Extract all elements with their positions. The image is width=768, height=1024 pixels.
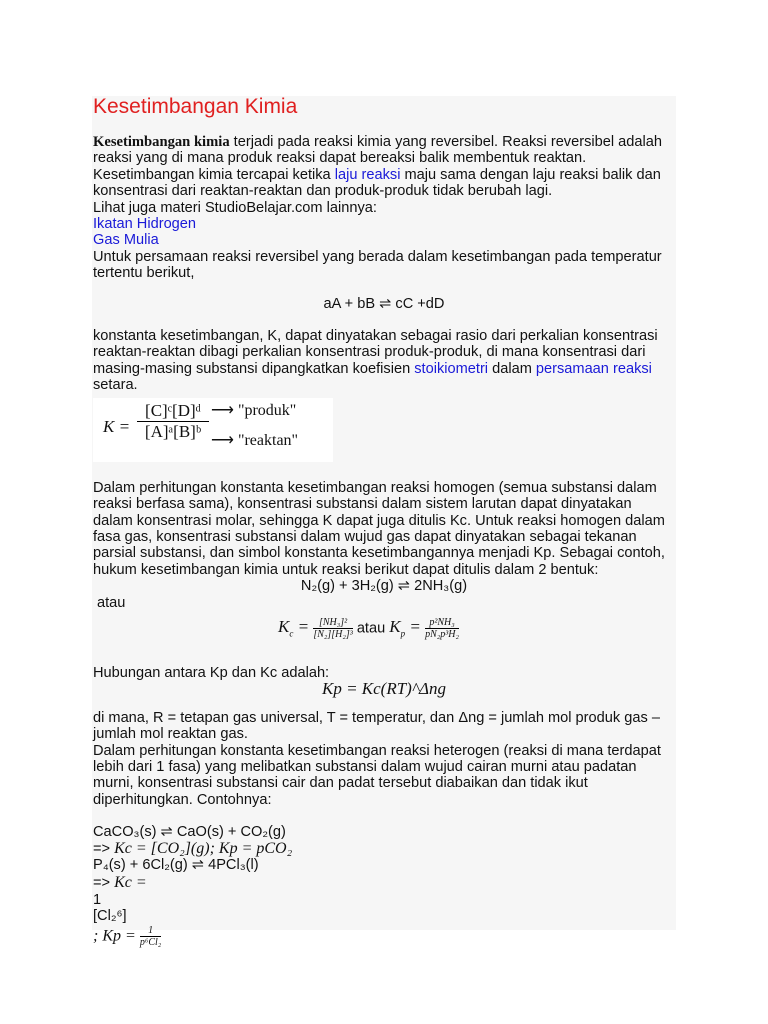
kc-fraction: $\frac{\text{[NH₃]²}}{\text{[N₂][H₂]³}}$ [313,616,353,640]
kp-fraction: $\frac{\text{p²NH₃}}{\text{pN₂p³H₂}}$ [425,616,459,640]
link-stoikiometri[interactable]: stoikiometri [414,360,489,377]
intro-paragraph [93,134,675,200]
heterogen-paragraph: Dalam perhitungan konstanta kesetimbangan reaksi heterogen (reaksi di mana terdapat lebih dari 1 fasa) yang melibatkan substansi dalam wujud cairan murni atau padatan murni, konsentrasi substansi cair dan padat tersebut diabaikan dan tidak ikut diperhitungkan. Contohnya: [93,742,661,808]
arrow-produk: ⟶ "produk" [211,401,297,419]
reversible-paragraph: Untuk persamaan reaksi reversibel yang berada dalam kesetimbangan pada temperatur tertentu berikut, [93,248,662,282]
constant-text-mid: dalam [488,360,536,377]
dimana-paragraph: di mana, R = tetapan gas universal, T = temperatur, dan Δng = jumlah mol produk gas – jumlah mol reaktan gas. [93,709,660,743]
example2-reaction: P₄(s) + 6Cl₂(g) ⇌ 4PCl₃(l) [93,857,259,873]
link-laju-reaksi[interactable]: laju reaksi [334,166,401,183]
k-formula-image [93,398,333,462]
constant-text-end: setara. [93,377,138,394]
k-fraction [137,400,209,442]
page-title: Kesetimbangan Kimia [93,95,298,118]
intro-text-end: maju sama dengan laju reaksi balik dan konsentrasi dari reaktan-reaktan dan produk-produk tidak berubah lagi. [93,166,661,200]
example1-formula-line: => Kc = [CO₂](g); Kp = pCO₂ [93,839,293,857]
ammonia-equation: N₂(g) + 3H₂(g) ⇌ 2NH₃(g) [300,578,468,595]
relation-formula: Kp = Kc(RT)^Δng [321,679,446,699]
constant-text: konstanta kesetimbangan, K, dapat dinyatakan sebagai rasio dari perkalian konsentrasi reaktan-reaktan dibagi perkalian konsentrasi produk-produk, di mana konsentrasi dari masing-masing substansi dipangkatkan koefisien [93,328,658,377]
k-numerator: [C]ᶜ[D]ᵈ [145,400,201,420]
link-ikatan-hidrogen[interactable]: Ikatan Hidrogen [93,216,197,233]
arrow-reaktan: ⟶ "reaktan" [211,431,299,449]
article-content: Kesetimbangan Kimia Kesetimbangan kimia terjadi pada reaksi kimia yang reversibel. Reaksi reversibel adalah reaksi yang di mana produk reaksi dapat bereaksi balik membentuk reaktan. Kesetimbangan kimia tercapai ketika laju reaksi maju sama dengan laju reaksi balik dan konsentrasi dari reaktan-reaktan dan produk-produk tidak berubah lagi. Lihat juga materi StudioBelajar.com lainnya: Ikatan Hidrogen Gas Mulia Untuk persamaan reaksi reversibel yang berada dalam kesetimbangan pada temperatur tertentu berikut, aA + bB ⇌ cC +dD konstanta kesetimbangan, K, dapat dinyatakan sebagai rasio dari perkalian konsentrasi reaktan-reaktan dibagi perkalian konsentrasi produk-produk, di mana konsentrasi dari masing-masing substansi dipangkatkan koefisien stoikiometri dalam persamaan reaksi setara. K = [C]ᶜ[D]ᵈ [A]ᵃ[B]ᵇ ⟶ "produk" ⟶ "reaktan" Dalam perhitungan konstanta kesetimbangan reaksi homogen (semua substansi dalam reaksi berfasa sama), konsentrasi substansi dalam sistem larutan dapat dinyatakan dalam konsentrasi molar, sehingga K dapat juga ditulis Kc. Untuk reaksi homogen dalam fasa gas, konsentrasi substansi dalam wujud gas dapat dinyatakan sebagai tekanan parsial substansi, dan simbol konstanta kesetimbangannya menjadi Kp. Sebagai contoh, hukum kesetimbangan kimia untuk reaksi berikut dapat ditulis dalam 2 bentuk: N₂(g) + 3H₂(g) ⇌ 2NH₃(g) atau $K_c$ = $\frac{\text{[NH₃]²}}{\text{[N₂][H₂]³}}$ atau $K_p$ = $\frac{\text{p²NH₃}}{\text{pN₂p³H₂}}$ Hubungan antara Kp dan Kc adalah: Kp = Kc(RT)^Δng di mana, R = tetapan gas universal, T = temperatur, dan Δng = jumlah mol produk gas – jumlah mol reaktan gas. Dalam perhitungan konstanta kesetimbangan reaksi heterogen (reaksi di mana terdapat lebih dari 1 fasa) yang melibatkan substansi dalam wujud cairan murni atau padatan murni, konsentrasi substansi cair dan padat tersebut diabaikan dan tidak ikut diperhitungkan. Contohnya: CaCO₃(s) ⇌ CaO(s) + CO₂(g) => Kc = [CO₂](g); Kp = pCO₂ P₄(s) + 6Cl₂(g) ⇌ 4PCl₃(l) => Kc = 1 [Cl₂⁶] ; Kp = $\frac{1}{\text{p⁶Cl₂}}$ [93,95,675,948]
kp-label: $K_p$ = [389,617,426,639]
k-symbol: K = [103,416,131,436]
homogen-paragraph: Dalam perhitungan konstanta kesetimbangan reaksi homogen (semua substansi dalam reaksi berfasa sama), konsentrasi substansi dalam sistem larutan dapat dinyatakan dalam konsentrasi molar, sehingga K dapat juga ditulis Kc. Untuk reaksi homogen dalam fasa gas, konsentrasi substansi dalam wujud gas dapat dinyatakan sebagai tekanan parsial substansi, dan simbol konstanta kesetimbangannya menjadi Kp. Sebagai contoh, hukum kesetimbangan kimia untuk reaksi berikut dapat ditulis dalam 2 bentuk: [93,479,665,578]
kc-label: $K_c$ = [278,617,314,639]
constant-paragraph [93,328,675,394]
k-denominator: [A]ᵃ[B]ᵇ [144,422,202,442]
link-gas-mulia[interactable]: Gas Mulia [93,232,159,249]
example2-formula-line: => Kc = [93,874,147,892]
general-equation: aA + bB ⇌ cC +dD [323,295,445,312]
hubungan-text: Hubungan antara Kp dan Kc adalah: [93,664,330,681]
kc-kp-atau: atau [356,620,386,637]
atau-text: atau [97,594,126,611]
intro-text: terjadi pada reaksi kimia yang reversibel. Reaksi reversibel adalah reaksi yang di mana produk reaksi dapat bereaksi balik membentuk reaktan. Kesetimbangan kimia tercapai ketika [93,134,662,183]
kc-kp-formulas [93,617,675,651]
see-also-text: Lihat juga materi StudioBelajar.com lainnya: [93,199,377,216]
intro-bold-term: Kesetimbangan kimia [93,134,230,150]
example1-reaction: CaCO₃(s) ⇌ CaO(s) + CO₂(g) [93,824,286,841]
example2-kp-fraction: $\frac{1}{\text{p⁶Cl₂}}$ [139,924,162,948]
link-persamaan-reaksi[interactable]: persamaan reaksi [535,360,652,377]
